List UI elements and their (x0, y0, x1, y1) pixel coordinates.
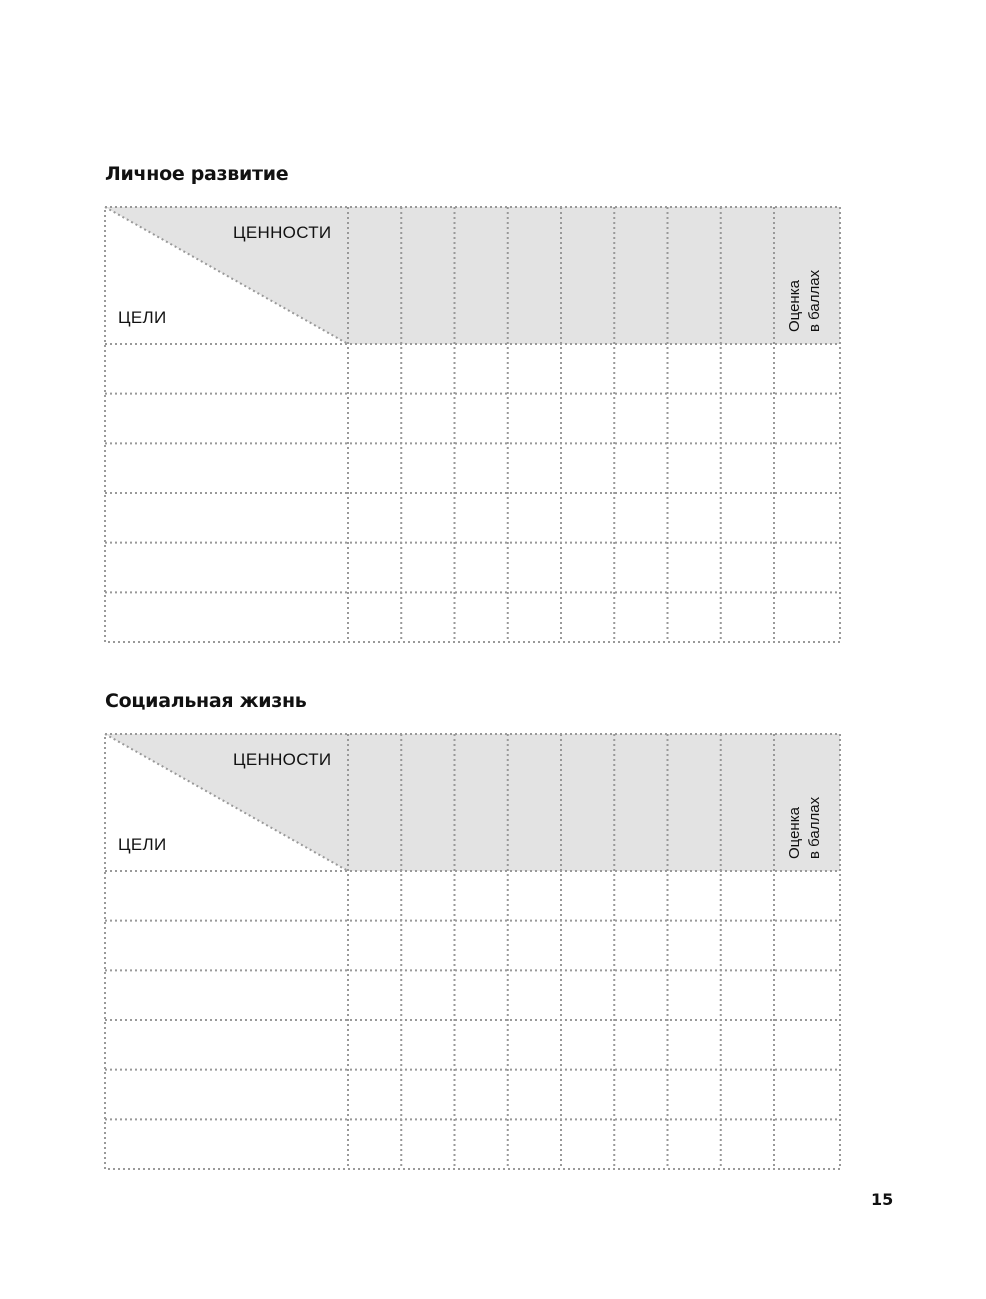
values-header: ЦЕННОСТИ (233, 750, 332, 769)
score-header-line1: Оценка (786, 280, 803, 332)
score-header (785, 797, 825, 859)
goals-header: ЦЕЛИ (118, 308, 167, 327)
score-header-line1: Оценка (786, 807, 803, 859)
score-header-line2: в баллах (806, 796, 823, 859)
score-header-line2: в баллах (806, 269, 823, 332)
score-header (785, 270, 825, 332)
header-fill (105, 207, 840, 344)
section-title-social-life: Социальная жизнь (105, 690, 307, 712)
grid-lines (105, 734, 840, 1169)
section-title-personal-development: Личное развитие (105, 163, 289, 185)
header-fill (105, 734, 840, 871)
goals-header: ЦЕЛИ (118, 835, 167, 854)
values-header: ЦЕННОСТИ (233, 223, 332, 242)
values-goals-grid-social-life (105, 734, 840, 1169)
values-goals-grid-personal-development (105, 207, 840, 642)
page-number: 15 (871, 1190, 894, 1209)
grid-lines (105, 207, 840, 642)
